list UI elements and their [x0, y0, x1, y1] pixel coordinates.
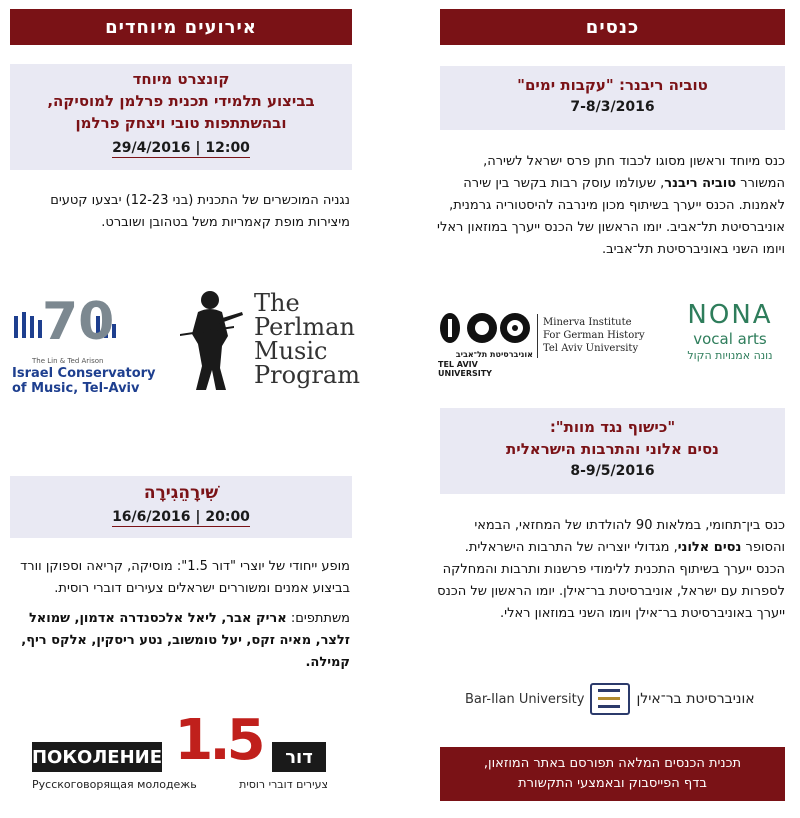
conference-1-date: 7-8/3/2016 [570, 99, 655, 115]
violinist-silhouette-icon [176, 290, 246, 394]
nona-logo [675, 300, 785, 364]
participants-list: אריק אבר, ליאל אלכסנדרה אדמון, שמואל זלצר, מאיה זקס, יעל טומשוב, נטע ריסקין, אלקס ריף, קמילה. [21, 611, 350, 670]
conservatory-line-1: Israel Conservatory [12, 366, 156, 381]
event-2-participants [15, 608, 350, 674]
conference-1-text-b: , שעולמו עוסק רבות בקשר בין שירה לאמנות. הכנס ייערך בשיתוף מכון מינרבה להיסטוריה גרמנית, אוניברסיטת תל־אביב. יומו הראשון של הכנס ייערך במוזאון ראלי ויומו השני באוניברסיטת תל־אביב. [437, 176, 785, 257]
conservatory-logo [12, 292, 172, 396]
event-1-title-2: בביצוע תלמידי תכנית פרלמן למוסיקה, [47, 92, 315, 110]
footer-line-2: בדף הפייסבוק ובאמצעי התקשורת [518, 776, 707, 791]
event-1-title-1: קונצרט מיוחד [132, 70, 230, 88]
perlman-line-1: The [254, 289, 300, 317]
russian-subtitle: Русскоговорящая молодежь [32, 778, 197, 791]
program-footer [440, 747, 785, 801]
minerva-line-1: Minerva Institute [543, 317, 632, 328]
event-2-description: מופע ייחודי של יוצרי "דור 1.5": מוסיקה, קריאה וספוקן וורד בביצוע אמנים ומשוררים ישראלים צעירים דוברי רוסית. [20, 559, 350, 596]
tau-circles-icon [438, 310, 533, 346]
event-2-date: 20:00 | 16/6/2016 [112, 509, 250, 525]
conference-2-text-a: כנס בין־תחומי, במלאות 90 להולדתו של המחזאי, הבמאי והסופר [474, 518, 785, 555]
nona-subtitle: vocal arts [693, 330, 767, 348]
footer-line-1: תכנית הכנסים המלאה תפורסם באתר המוזאון, [483, 756, 742, 771]
bar-ilan-emblem-icon [590, 683, 630, 715]
conference-1-text-a: כנס מיוחד וראשון מסוגו לכבוד חתן פרס ישראל לשירה, המשורר [483, 154, 785, 191]
dor-label: דור [272, 742, 326, 772]
conservatory-sponsor: The Lin & Ted Arison [32, 357, 104, 365]
conference-2-date: 8-9/5/2016 [570, 463, 655, 479]
bar-ilan-name-en: Bar-Ilan University [465, 691, 585, 707]
minerva-line-3: Tel Aviv University [543, 343, 639, 354]
bar-ilan-name-he: אוניברסיטת בר־אילן [636, 691, 755, 707]
event-1-title-3: ובהשתתפות טובי ויצחק פרלמן [75, 114, 287, 132]
tau-logo [438, 310, 538, 378]
tau-name-he: אוניברסיטת תל־אביב [455, 350, 533, 359]
conference-1-name: טוביה ריבנר [664, 176, 737, 191]
conference-2-name: נסים אלוני [677, 540, 742, 555]
conferences-header: כנסים [440, 9, 785, 45]
conference-2-description [435, 515, 785, 625]
minerva-logo [543, 316, 653, 355]
conservatory-number: 70 [42, 292, 115, 352]
conference-2-text-b: , מגדולי יוצריה של התרבות הישראלית. הכנס ייערך בשיתוף התכנית ללימודי פרשנות ותרבות והמחלקה לספרות עם ישראל, אוניברסיטת בר־אילן. יומו הראשון של הכנס ייערך באוניברסיטת בר־אילן ויומו השני במוזאון ראלי. [437, 540, 785, 621]
perlman-logo [254, 289, 360, 389]
event-1-box [10, 64, 352, 170]
nona-title: NONA [687, 300, 773, 330]
event-1-description: נגניה המוכשרים של התכנית (בני 12-23) יבצעו קטעים מיצירות מופת קאמריות משל בטהובן ושוברט. [50, 193, 350, 230]
conservatory-line-2: of Music, Tel-Aviv [12, 381, 140, 396]
tau-name-en: TEL AVIV UNIVERSITY [438, 360, 492, 378]
conference-1-description [435, 151, 785, 261]
perlman-line-3: Music [254, 337, 328, 365]
conference-1-box [440, 66, 785, 130]
logo-divider [537, 314, 538, 358]
perlman-line-2: Perlman [254, 313, 355, 341]
event-2-box [10, 476, 352, 538]
hebrew-subtitle: צעירים דוברי רוסית [239, 778, 328, 791]
bar-ilan-logo [465, 683, 765, 715]
dor-number: 1.5 [174, 708, 262, 773]
perlman-line-4: Program [254, 361, 360, 389]
conference-2-title-2: נסים אלוני והתרבות הישראלית [506, 440, 719, 458]
nona-subtitle-he: נונה אמנויות הקול [687, 349, 773, 362]
conference-2-title-1: "כישוף נגד מוות": [549, 418, 676, 436]
special-events-header: אירועים מיוחדים [10, 9, 352, 45]
dor-15-logo [32, 706, 332, 801]
pokolenie-label: ПОКОЛЕНИЕ [32, 742, 162, 772]
minerva-line-2: For German History [543, 330, 645, 341]
participants-label: משתתפים: [286, 611, 350, 626]
event-2-title: שִׁירָהֵגִירָה [143, 483, 219, 503]
conference-2-box [440, 408, 785, 494]
event-1-date: 12:00 | 29/4/2016 [112, 140, 250, 156]
conference-1-title: טוביה ריבנר: "עקבות ימים" [517, 76, 708, 94]
